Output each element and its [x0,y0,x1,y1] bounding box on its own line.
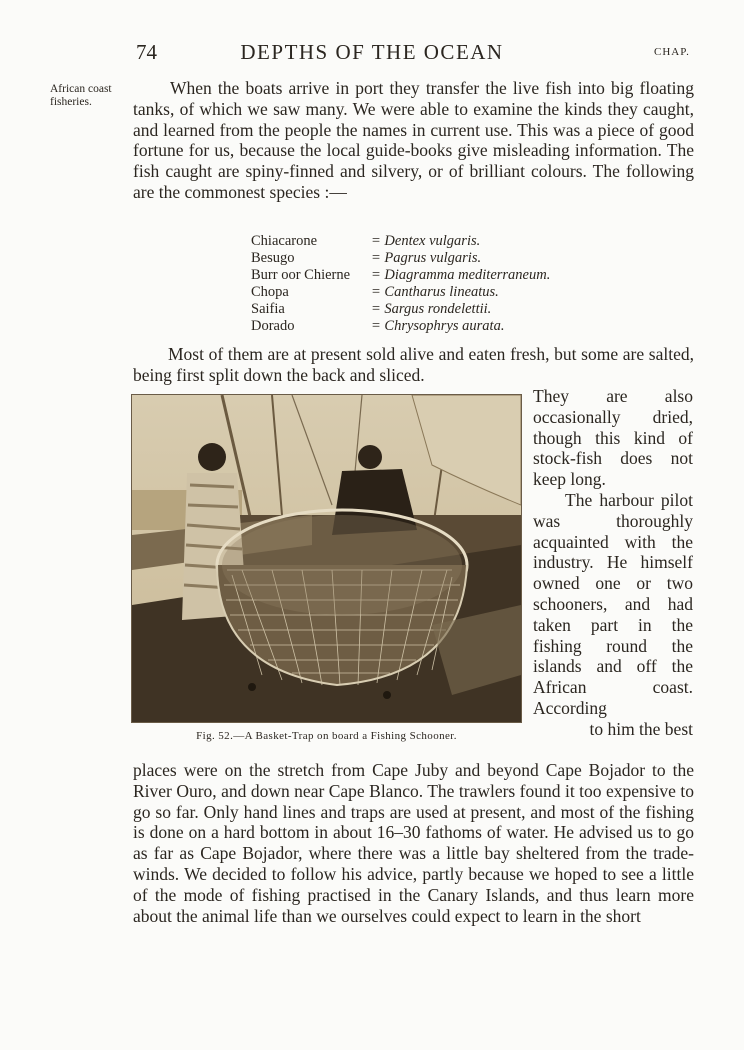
species-common-name: Chiacarone [251,233,318,249]
basket-trap-photo [131,394,522,723]
species-common-name: Dorado [251,318,295,334]
paragraph-3-start: The harbour pilot was thoroughly acquainted with the industry. He himself owned one or two schooners, and had taken part in the fishing round the islands and off the African coast. According [533,489,693,718]
species-common-name: Chopa [251,284,289,300]
species-latin-name: = Pagrus vulgaris. [371,250,482,266]
species-table [251,233,550,335]
figure [131,394,522,742]
species-row [251,318,550,335]
margin-note: African coast fisheries. [50,83,112,108]
page-number: 74 [136,40,157,64]
paragraph-1: When the boats arrive in port they transfer the live fish into big floating tanks, of which we saw many. We were able to examine the kinds they caught, and learned from the people the names in current use. This was a piece of good fortune for us, because the local guide-books give misleading information. The fish caught are spiny-finned and silvery, or of brilliant colours. The following are the commonest species :— [133,78,694,202]
paragraph-3-wrap-last: to him the best [589,718,693,739]
running-title: DEPTHS OF THE OCEAN [240,40,504,64]
species-latin-name: = Cantharus lineatus. [371,284,499,300]
species-row [251,233,550,250]
species-row [251,284,550,301]
figure-caption: Fig. 52.—A Basket-Trap on board a Fishing Schooner. [196,730,457,742]
paragraph-3-continued: places were on the stretch from Cape Juby and beyond Cape Bojador to the River Ouro, and down near Cape Blanco. The trawlers found it too expensive to go so far. Only hand lines and traps are used at present, and most of the fishing is done on a hard bottom in about 16–30 fathoms of water. He advised us to go as far as Cape Bojador, where there was a little bay sheltered from the trade-winds. We decided to follow his advice, partly because we hoped to see a little of the mode of fishing practised in the Canary Islands, and thus learn more about the animal life than we ourselves could expect to learn in the short [133,760,694,926]
species-common-name: Burr oor Chierne [251,267,351,283]
species-latin-name: = Dentex vulgaris. [371,233,481,249]
species-latin-name: = Chrysophrys aurata. [371,318,505,334]
species-row [251,250,550,267]
wrapped-text-column [533,386,693,740]
species-common-name: Besugo [251,250,295,266]
paragraph-2-end: They are also occasionally dried, though this kind of stock-fish does not keep long. [533,386,693,490]
species-latin-name: = Sargus rondelettii. [371,301,492,317]
paragraph-2: Most of them are at present sold alive and eaten fresh, but some are salted, being first split down the back and sliced. [133,344,694,385]
chapter-abbrev: CHAP. [654,46,690,58]
species-latin-name: = Diagramma mediterraneum. [371,267,551,283]
species-row [251,267,550,284]
species-row [251,301,550,318]
species-common-name: Saifia [251,301,285,317]
